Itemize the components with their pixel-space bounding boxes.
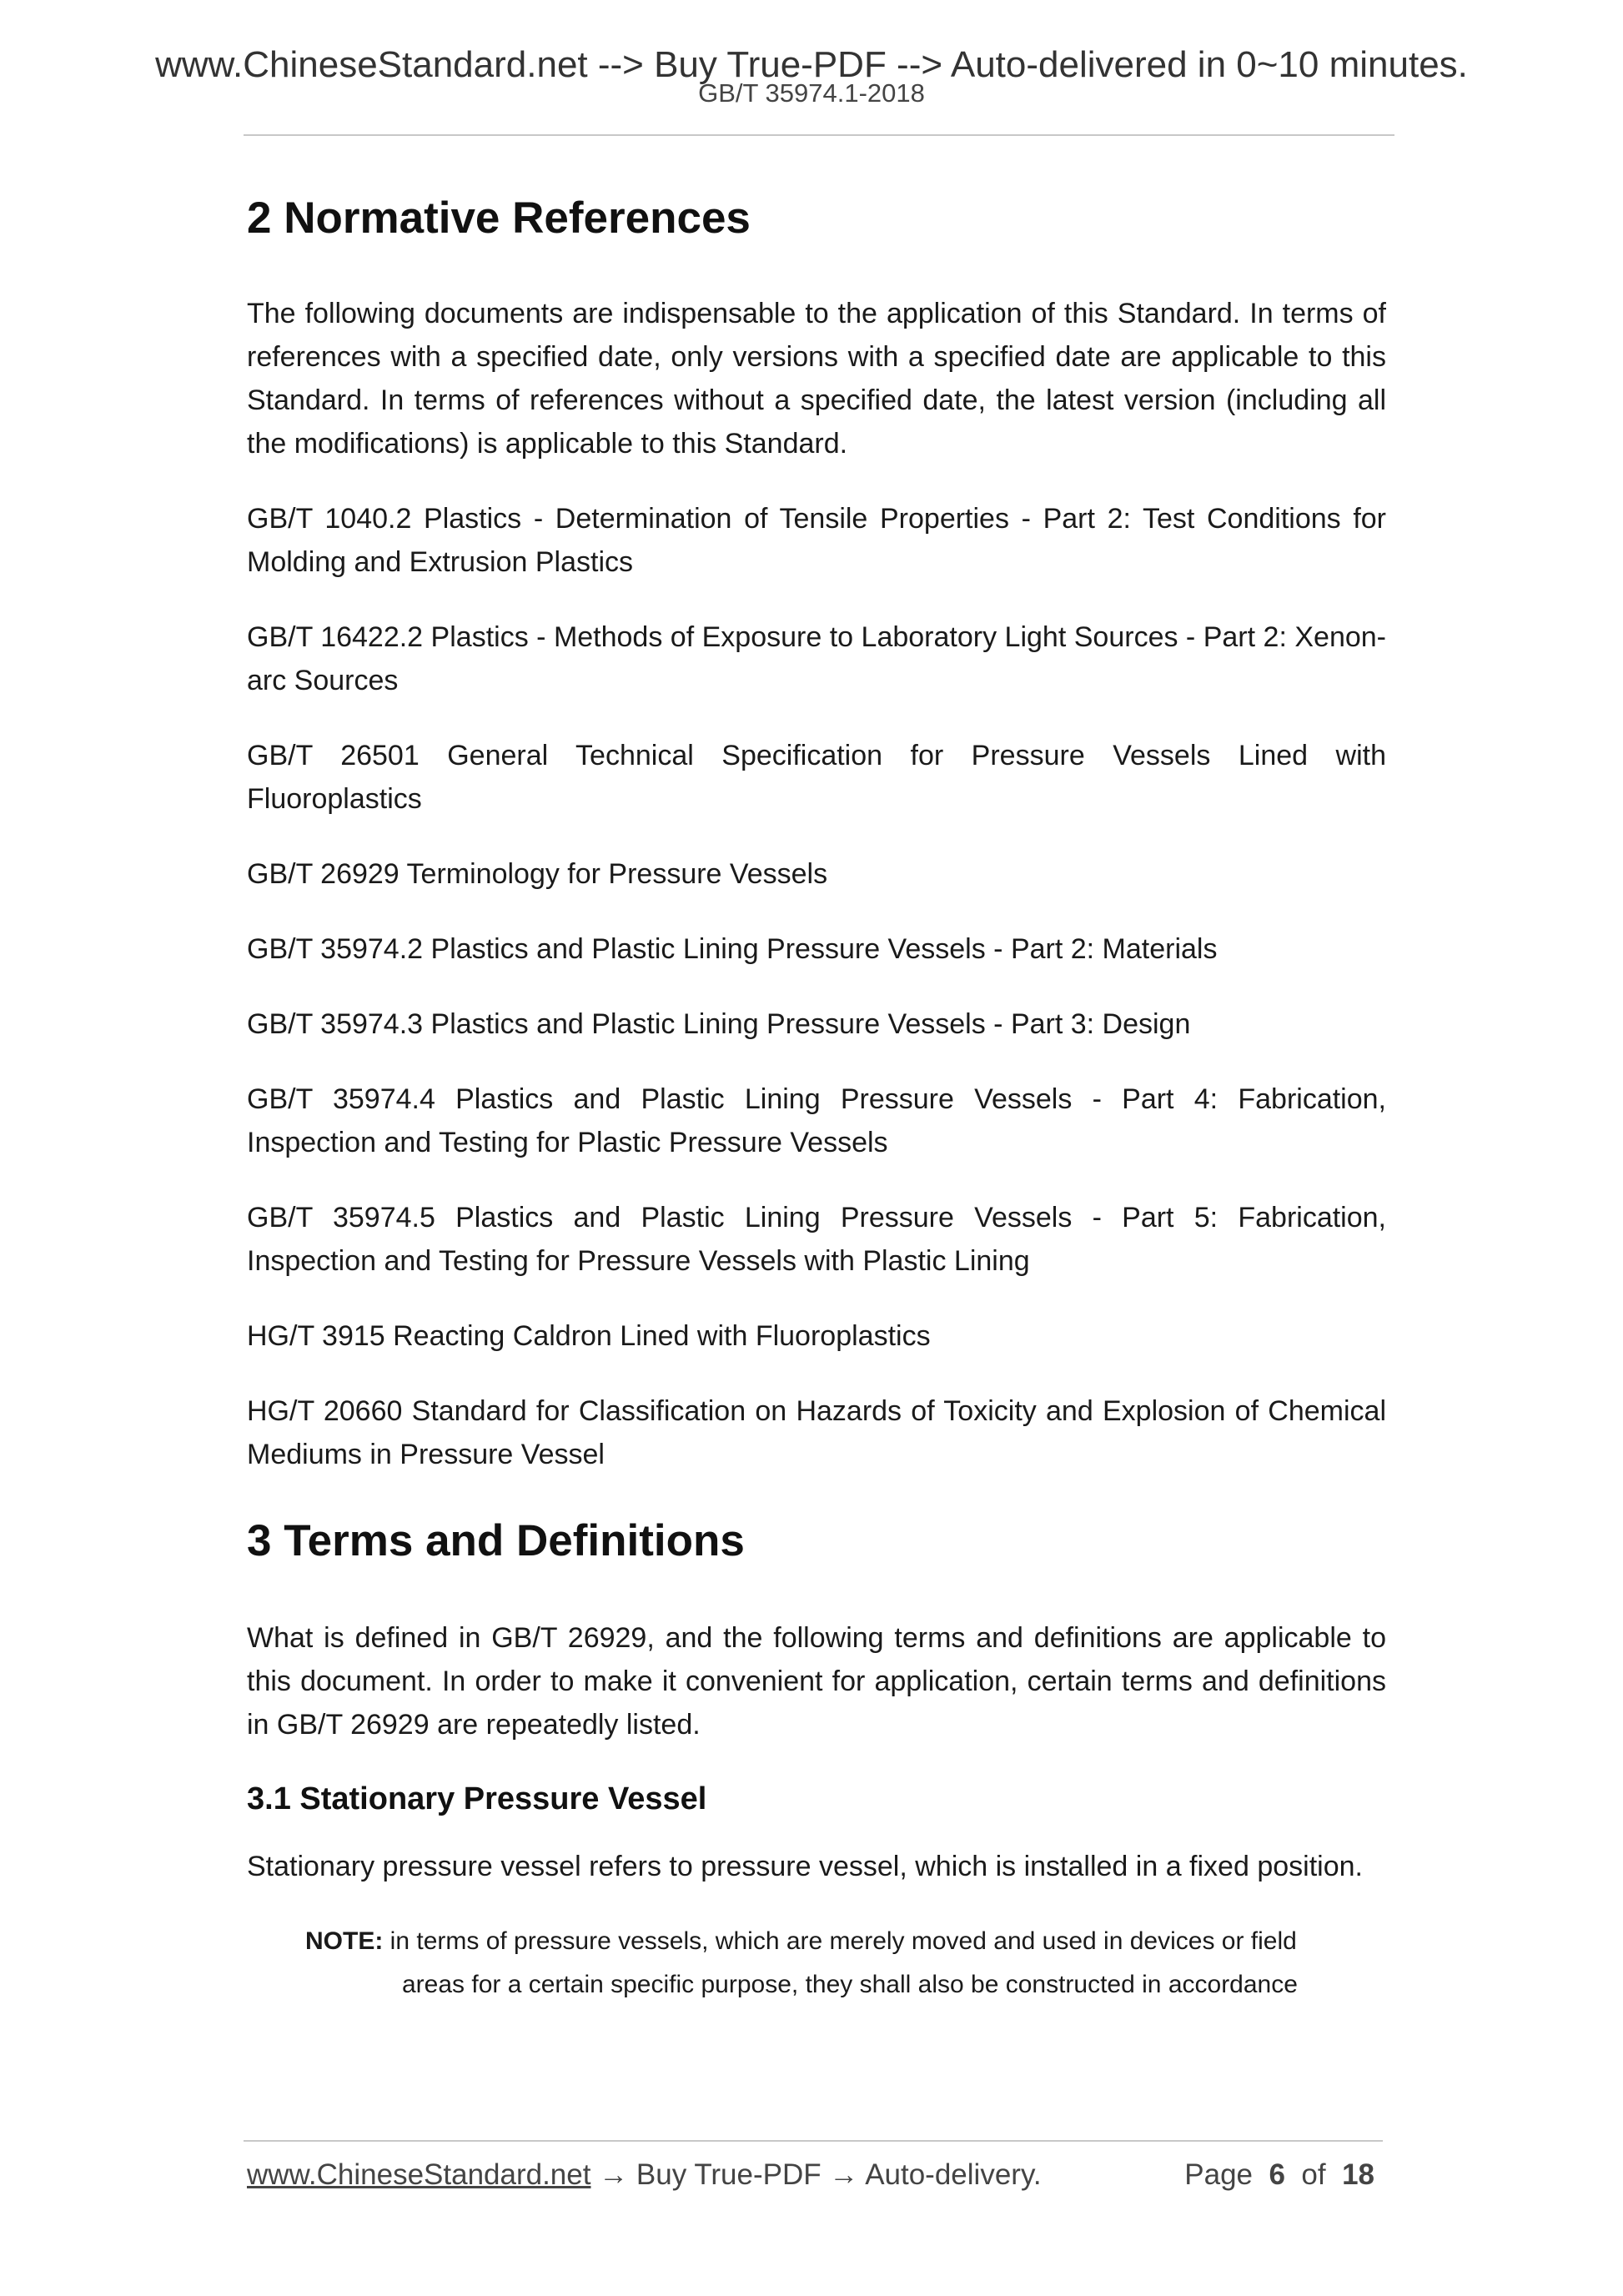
reference-item: GB/T 1040.2 Plastics - Determination of Tensile Properties - Part 2: Test Conditions for Molding and Extrusion Plastics bbox=[247, 503, 1386, 578]
standard-id: GB/T 35974.1-2018 bbox=[698, 78, 925, 108]
header-banner: www.ChineseStandard.net --> Buy True-PDF --> Auto-delivered in 0~10 minutes. bbox=[155, 44, 1468, 85]
reference-item: GB/T 35974.2 Plastics and Plastic Lining Pressure Vessels - Part 2: Materials bbox=[247, 933, 1218, 965]
footer-divider bbox=[244, 2140, 1383, 2142]
section-2-title: 2 Normative References bbox=[247, 193, 751, 243]
section-3-intro: What is defined in GB/T 26929, and the following terms and definitions are applicable to this document. In order to make it convenient for application, certain terms and definitions in GB/T 26929 are repeatedly listed. bbox=[247, 1622, 1386, 1741]
current-page: 6 bbox=[1269, 2158, 1285, 2191]
page-footer bbox=[247, 2152, 1374, 2198]
footer-buy-text: Buy True-PDF bbox=[636, 2158, 822, 2191]
total-pages: 18 bbox=[1342, 2158, 1374, 2191]
note-line-2: areas for a certain specific purpose, they shall also be constructed in accordance bbox=[402, 1971, 1298, 1998]
reference-item: HG/T 20660 Standard for Classification on Hazards of Toxicity and Explosion of Chemical Mediums in Pressure Vessel bbox=[247, 1395, 1386, 1470]
reference-item: GB/T 35974.5 Plastics and Plastic Lining Pressure Vessels - Part 5: Fabrication, Inspection and Testing for Pressure Vessels with Plastic Lining bbox=[247, 1202, 1386, 1277]
reference-item: GB/T 26929 Terminology for Pressure Vessels bbox=[247, 858, 828, 890]
reference-item: GB/T 35974.3 Plastics and Plastic Lining Pressure Vessels - Part 3: Design bbox=[247, 1008, 1191, 1040]
reference-list bbox=[247, 497, 1386, 1476]
footer-delivery-text: Auto-delivery. bbox=[865, 2158, 1042, 2191]
page-content bbox=[247, 192, 1386, 2007]
reference-item: GB/T 16422.2 Plastics - Methods of Exposure to Laboratory Light Sources - Part 2: Xenon-arc Sources bbox=[247, 621, 1386, 696]
note-line-1: in terms of pressure vessels, which are merely moved and used in devices or field bbox=[389, 1927, 1297, 1955]
reference-item: GB/T 35974.4 Plastics and Plastic Lining Pressure Vessels - Part 4: Fabrication, Inspection and Testing for Plastic Pressure Vessels bbox=[247, 1083, 1386, 1158]
reference-item: HG/T 3915 Reacting Caldron Lined with Fluoroplastics bbox=[247, 1320, 931, 1352]
note-label: NOTE: bbox=[305, 1927, 384, 1955]
page-label: Page bbox=[1184, 2158, 1254, 2191]
header-divider bbox=[244, 134, 1394, 136]
subsection-3-1-body: Stationary pressure vessel refers to pressure vessel, which is installed in a fixed position. bbox=[247, 1851, 1363, 1882]
section-2-intro: The following documents are indispensable to the application of this Standard. In terms of references with a specified date, only versions with a specified date are applicable to this Standard. In terms of references without a specified date, the latest version (including all the modifications) is applicable to this Standard. bbox=[247, 298, 1386, 460]
section-3-title: 3 Terms and Definitions bbox=[247, 1516, 745, 1565]
note-block bbox=[305, 1920, 1386, 2007]
footer-left bbox=[247, 2152, 1042, 2198]
page-number bbox=[1184, 2152, 1374, 2198]
reference-item: GB/T 26501 General Technical Specification for Pressure Vessels Lined with Fluoroplastics bbox=[247, 740, 1386, 815]
of-label: of bbox=[1301, 2158, 1326, 2191]
footer-site-link[interactable]: www.ChineseStandard.net bbox=[247, 2158, 591, 2191]
arrow-right-icon: → bbox=[821, 2158, 866, 2191]
arrow-right-icon: → bbox=[590, 2158, 636, 2191]
subsection-3-1-title: 3.1 Stationary Pressure Vessel bbox=[247, 1781, 707, 1816]
